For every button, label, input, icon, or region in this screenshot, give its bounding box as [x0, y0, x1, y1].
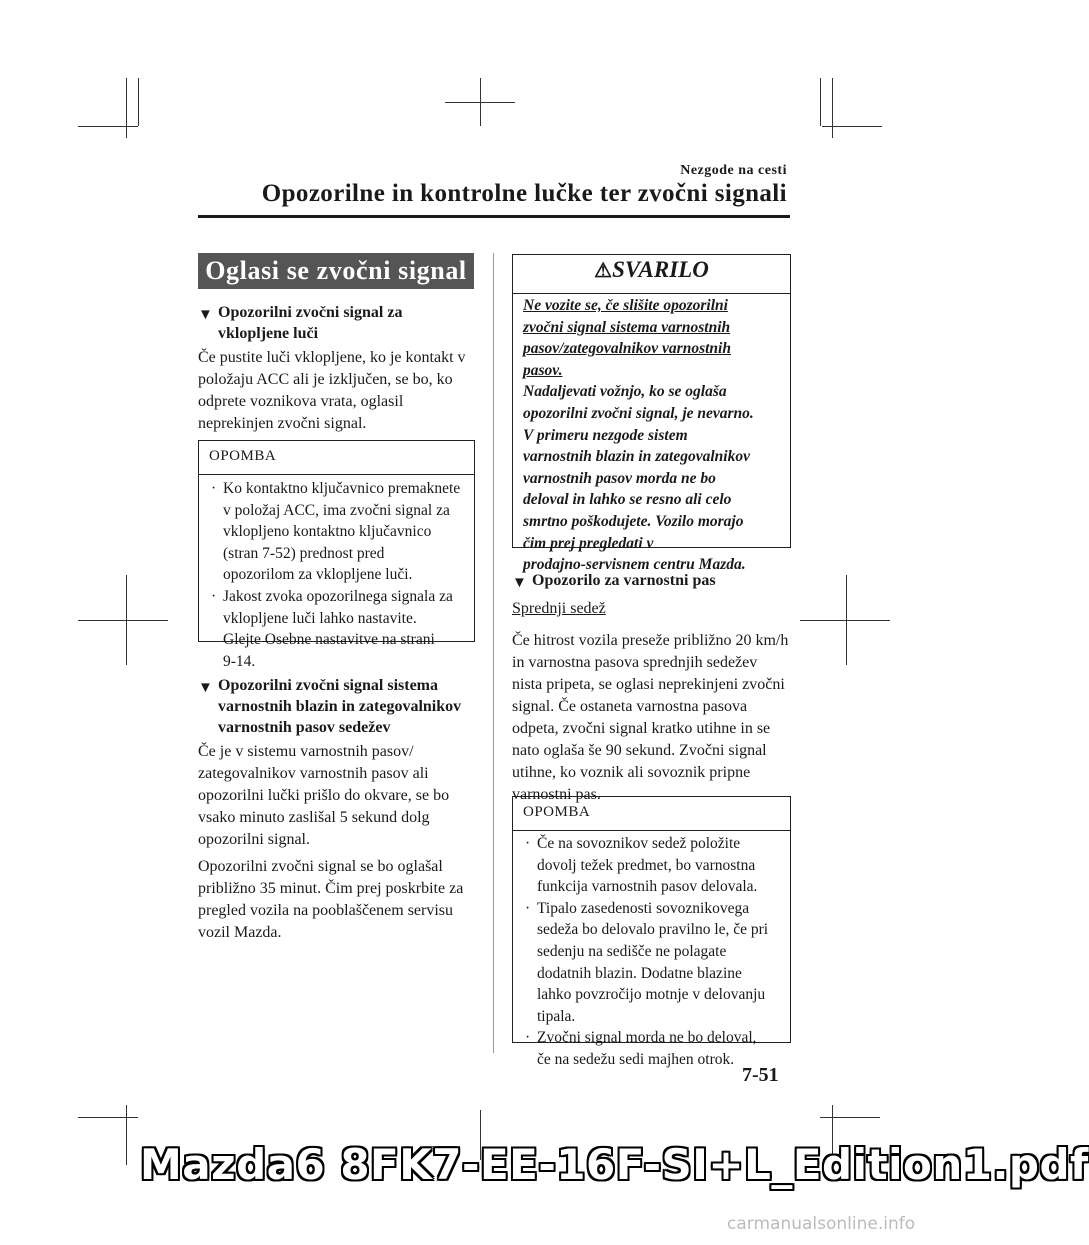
- warning-heading: ⚠SVARILO: [594, 257, 709, 282]
- paragraph-airbag-2: Opozorilni zvočni signal se bo oglašal približno 35 minut. Čim prej poskrbite za pregled vozila na pooblaščenem servisu vozil Mazda.: [198, 858, 464, 941]
- subsection-subtitle: Sprednji sedež: [512, 600, 606, 617]
- triangle-bullet-icon: ▼: [512, 575, 527, 591]
- list-item: · Če na sovoznikov sedež položite dovolj težek predmet, bo varnostna funkcija varnostnih pasov delovala.: [525, 835, 758, 896]
- list-item: · Zvočni signal morda ne bo deloval, če na sedežu sedi majhen otrok.: [525, 1029, 757, 1068]
- crop-mark: [78, 126, 138, 127]
- subsection-heading-airbag: ▼ Opozorilni zvočni signal sistema varnostnih blazin in zategovalnikov varnostnih pasov sedežev: [198, 677, 462, 736]
- paragraph-seatbelt: Če hitrost vozila preseže približno 20 km/h in varnostna pasova sprednjih sedežev nista pripeta, se oglasi neprekinjeni zvočni signal. Če ostaneta varnostna pasova odpeta, zvočni signal kratko utihne in se nato oglaša še 90 sekund. Zvočni signal utihne, ko voznik ali sovoznik pripne varnostni pas.: [512, 632, 789, 803]
- crop-mark: [822, 126, 882, 127]
- note-box-lights: [198, 440, 475, 670]
- crop-mark: [820, 1117, 880, 1118]
- triangle-bullet-icon: ▼: [198, 307, 213, 323]
- paragraph-lights: Če pustite luči vklopljene, ko je kontakt v položaju ACC ali je izključen, se bo, ko odprete voznikova vrata, oglasil neprekinjen zvočni signal.: [198, 349, 466, 432]
- page-number: 7-51: [742, 1064, 779, 1086]
- section-banner: Oglasi se zvočni signal: [198, 253, 474, 289]
- subsection-heading-lights: ▼ Opozorilni zvočni signal za vklopljene luči: [198, 304, 403, 342]
- list-item: · Ko kontaktno ključavnico premaknete v položaj ACC, ima zvočni signal za vklopljeno kontaktno ključavnico (stran 7-52) prednost pred opozorilom za vklopljene luči.: [211, 480, 461, 584]
- list-item: · Tipalo zasedenosti sovoznikovega sedeža bo delovalo pravilno le, če pri sedenju na sedišče ne polagate dodatnih blazin. Dodatne blazine lahko povzročijo motnje v delovanju tipala.: [525, 899, 769, 1025]
- crop-mark: [820, 78, 821, 126]
- paragraph-airbag-1: Če je v sistemu varnostnih pasov/ zategovalnikov varnostnih pasov ali opozorilni lučki prišlo do okvare, se bo vsako minuto zaslišal 5 sekund dolg opozorilni signal.: [198, 743, 450, 848]
- subsection-heading-seatbelt: ▼ Opozorilo za varnostni pas: [512, 570, 790, 591]
- crop-mark: [78, 620, 168, 621]
- crop-mark: [832, 78, 833, 138]
- note-heading: OPOMBA: [523, 804, 591, 820]
- crop-mark: [126, 78, 127, 138]
- page-title: Opozorilne in kontrolne lučke ter zvočni signali: [261, 180, 787, 207]
- note-heading: OPOMBA: [209, 448, 277, 464]
- crop-mark: [138, 78, 139, 126]
- crop-mark: [800, 620, 890, 621]
- crop-mark: [126, 1105, 127, 1165]
- list-item: · Jakost zvoka opozorilnega signala za vklopljene luči lahko nastavite. Glejte Osebne nastavitve na strani 9-14.: [211, 587, 453, 670]
- footer-filename: Mazda6 8FK7-EE-16F-SI+L_Edition1.pdf: [140, 1140, 1089, 1189]
- crop-mark: [78, 1117, 138, 1118]
- note-items: [209, 478, 460, 672]
- note-box-seatbelt: [512, 796, 791, 1068]
- watermark-text: carmanualsonline.info: [727, 1214, 916, 1234]
- warning-triangle-icon: ⚠: [594, 260, 613, 282]
- section-label: Nezgode na cesti: [680, 163, 787, 178]
- warning-text: Ne vozite se, če slišite opozorilni zvočni signal sistema varnostnih pasov/zategovalnikov varnostnih pasov. Nadaljevati vožnjo, ko se oglaša opozorilni zvočni signal, je nevarno. V primeru nezgode sistem varnostnih blazin in zategovalnikov varnostnih pasov morda ne bo deloval in lahko se resno ali celo smrtno poškodujete. Vozilo morajo čim prej pregledati v prodajno-servisnem centru Mazda.: [523, 297, 754, 574]
- crop-mark: [445, 102, 515, 103]
- triangle-bullet-icon: ▼: [198, 680, 213, 696]
- note-items: [523, 833, 768, 1071]
- header-rule: [198, 215, 790, 218]
- warning-box: [512, 254, 791, 574]
- column-divider: [493, 253, 494, 1053]
